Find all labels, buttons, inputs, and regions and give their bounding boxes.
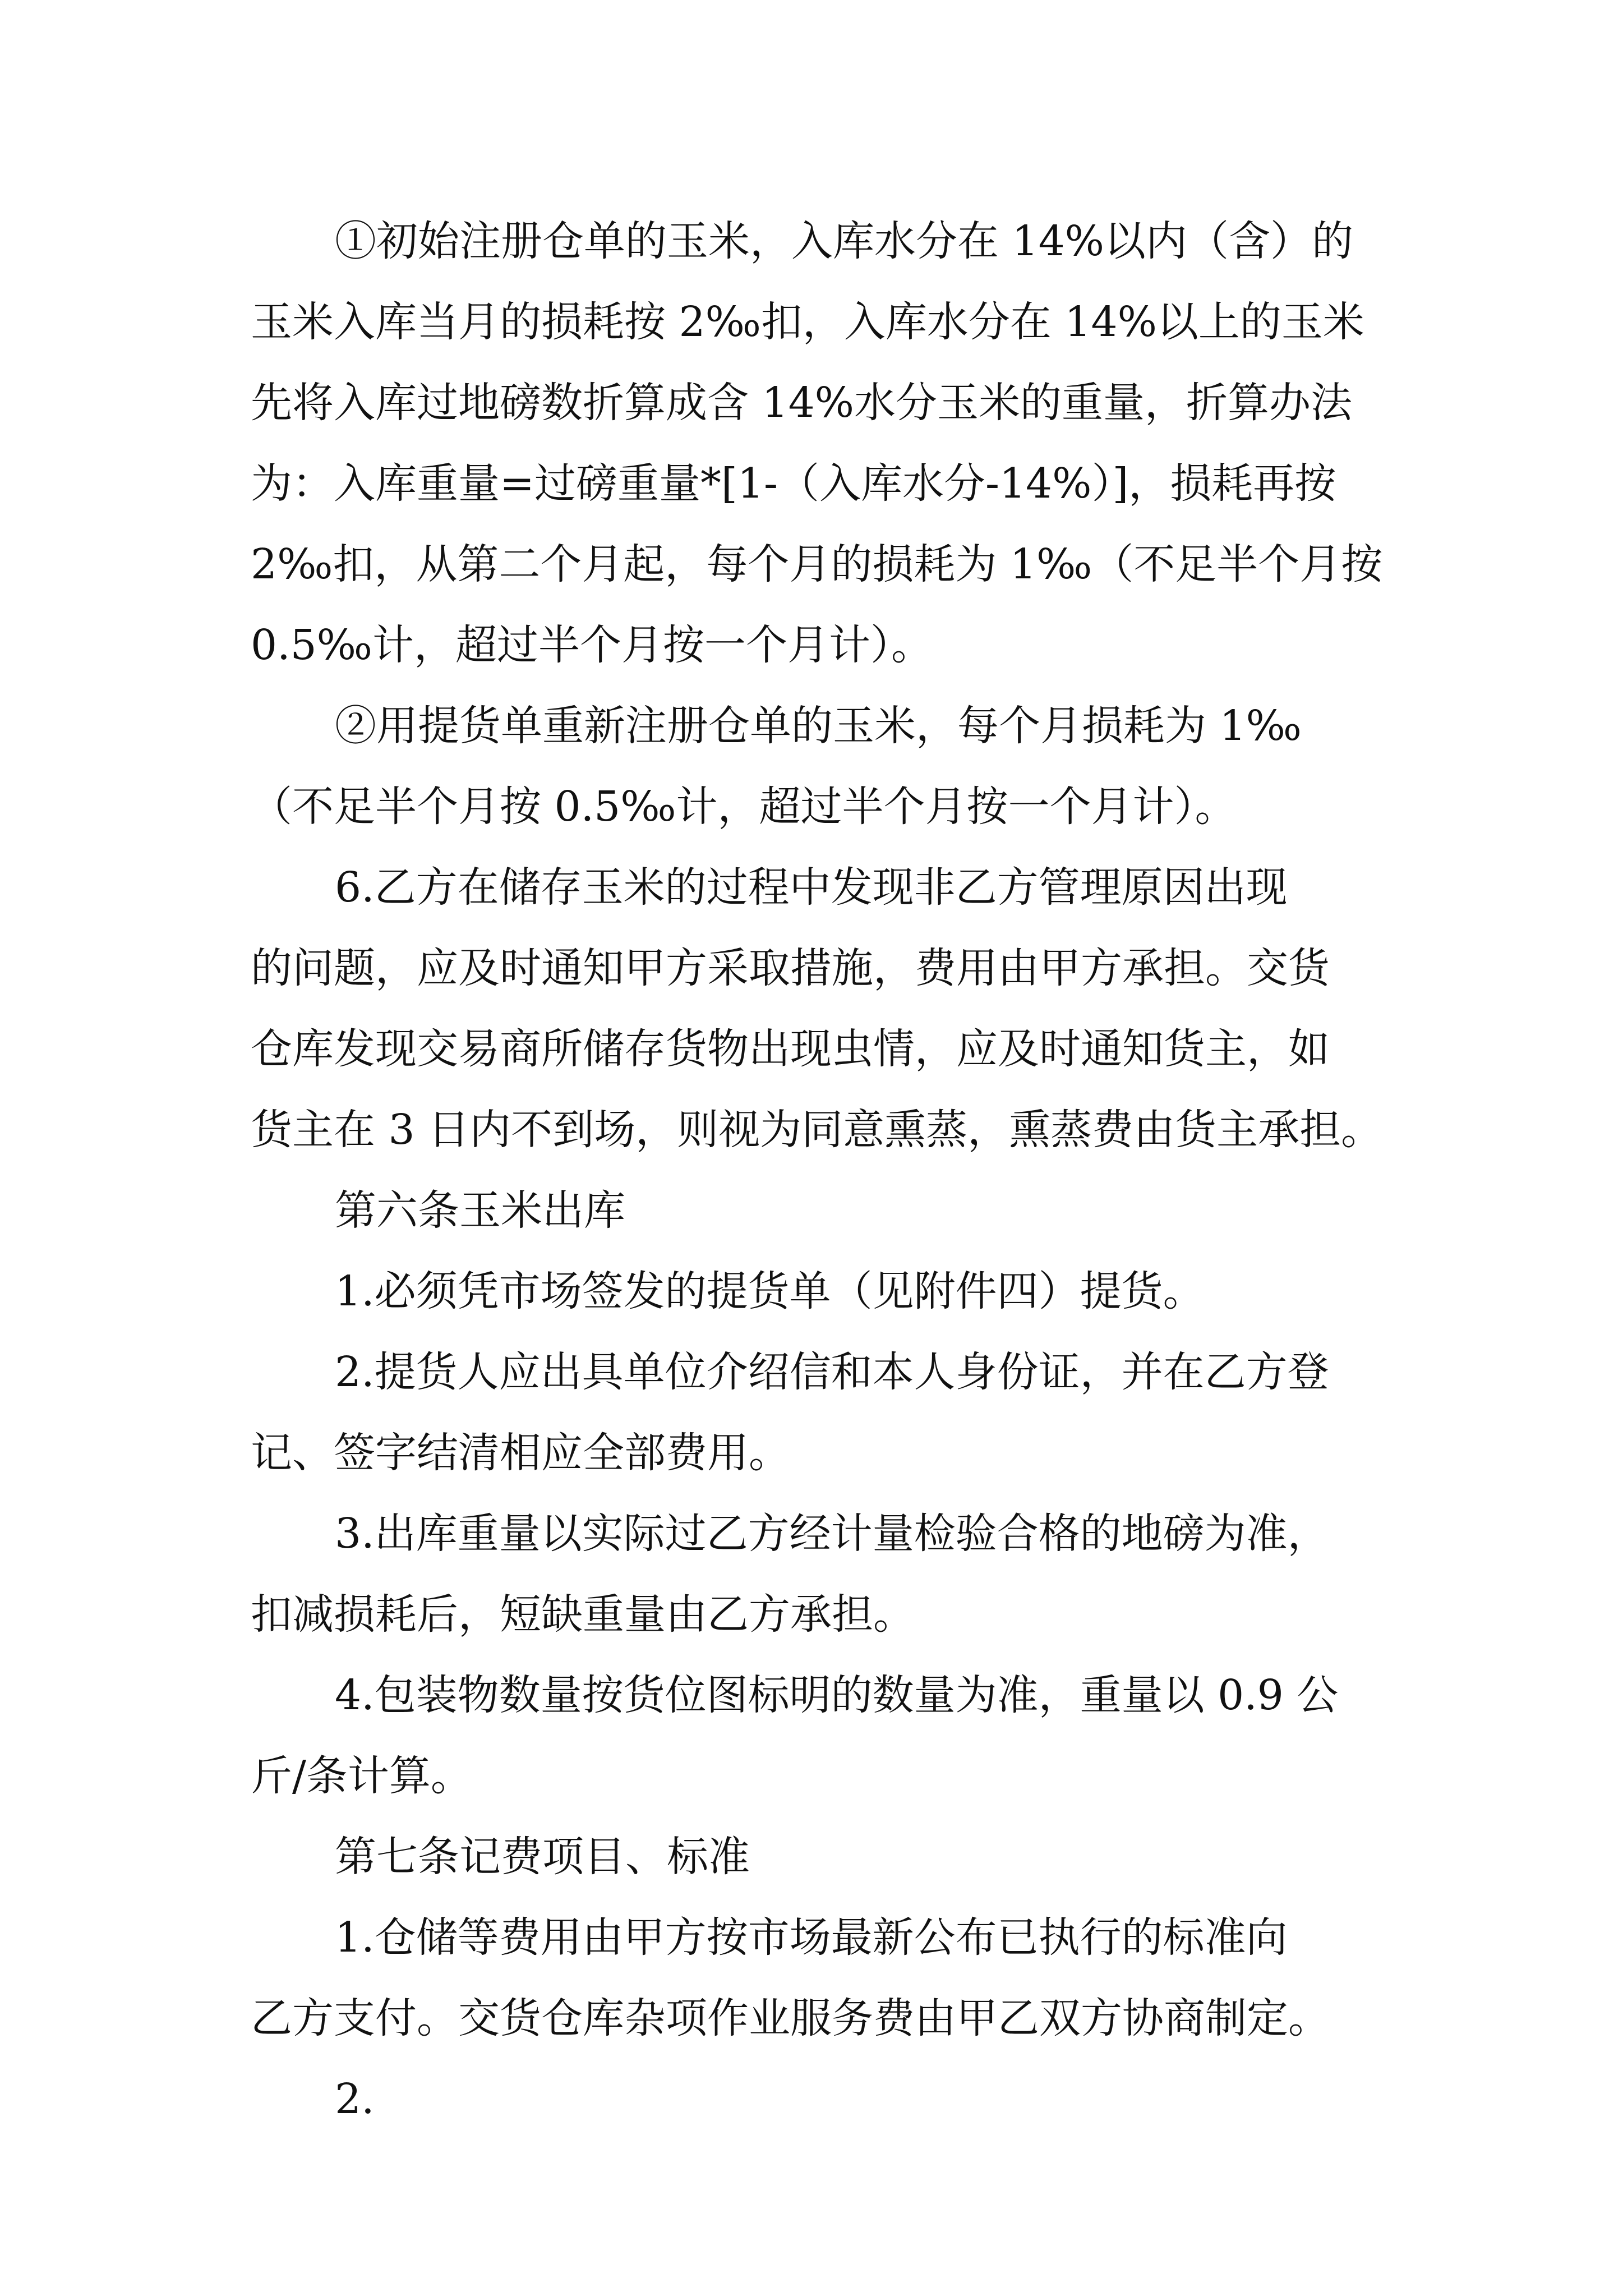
text-line: 2.提货人应出具单位介绍信和本人身份证，并在乙方登: [335, 1348, 1329, 1396]
text-line: 仓库发现交易商所储存货物出现虫情，应及时通知货主，如: [251, 1025, 1330, 1073]
text-line: 的问题，应及时通知甲方采取措施，费用由甲方承担。交货: [251, 944, 1330, 992]
text-line: 货主在 3 日内不到场，则视为同意熏蒸，熏蒸费由货主承担。: [251, 1106, 1383, 1154]
text-line: 记、签字结清相应全部费用。: [251, 1429, 790, 1477]
text-line: 1.必须凭市场签发的提货单（见附件四）提货。: [335, 1267, 1205, 1315]
section-heading: 第六条玉米出库: [335, 1186, 625, 1235]
text-line: 2.: [335, 2075, 375, 2123]
text-line: 为：入库重量=过磅重量*[1-（入库水分-14%）]，损耗再按: [251, 459, 1336, 508]
text-line: 斤/条计算。: [251, 1752, 472, 1800]
text-line: 6.乙方在储存玉米的过程中发现非乙方管理原因出现: [335, 863, 1288, 912]
text-line: 3.出库重量以实际过乙方经计量检验合格的地磅为准，: [335, 1510, 1329, 1558]
text-line: 0.5‰计，超过半个月按一个月计）。: [251, 621, 933, 669]
section-heading: 第七条记费项目、标准: [335, 1833, 750, 1881]
text-line: ②用提货单重新注册仓单的玉米，每个月损耗为 1‰: [335, 702, 1302, 750]
text-line: 1.仓储等费用由甲方按市场最新公布已执行的标准向: [335, 1913, 1288, 1962]
text-line: 乙方支付。交货仓库杂项作业服务费由甲乙双方协商制定。: [251, 1994, 1330, 2042]
text-line: 扣减损耗后，短缺重量由乙方承担。: [251, 1590, 915, 1639]
text-line: 玉米入库当月的损耗按 2‰扣，入库水分在 14%以上的玉米: [251, 298, 1364, 346]
text-line: ①初始注册仓单的玉米，入库水分在 14%以内（含）的: [335, 217, 1353, 265]
text-line: 2‰扣，从第二个月起，每个月的损耗为 1‰（不足半个月按: [251, 540, 1383, 588]
text-line: 4.包装物数量按货位图标明的数量为准，重量以 0.9 公: [335, 1671, 1339, 1719]
text-line: （不足半个月按 0.5‰计，超过半个月按一个月计）。: [251, 783, 1237, 831]
text-line: 先将入库过地磅数折算成含 14%水分玉米的重量，折算办法: [251, 379, 1352, 427]
